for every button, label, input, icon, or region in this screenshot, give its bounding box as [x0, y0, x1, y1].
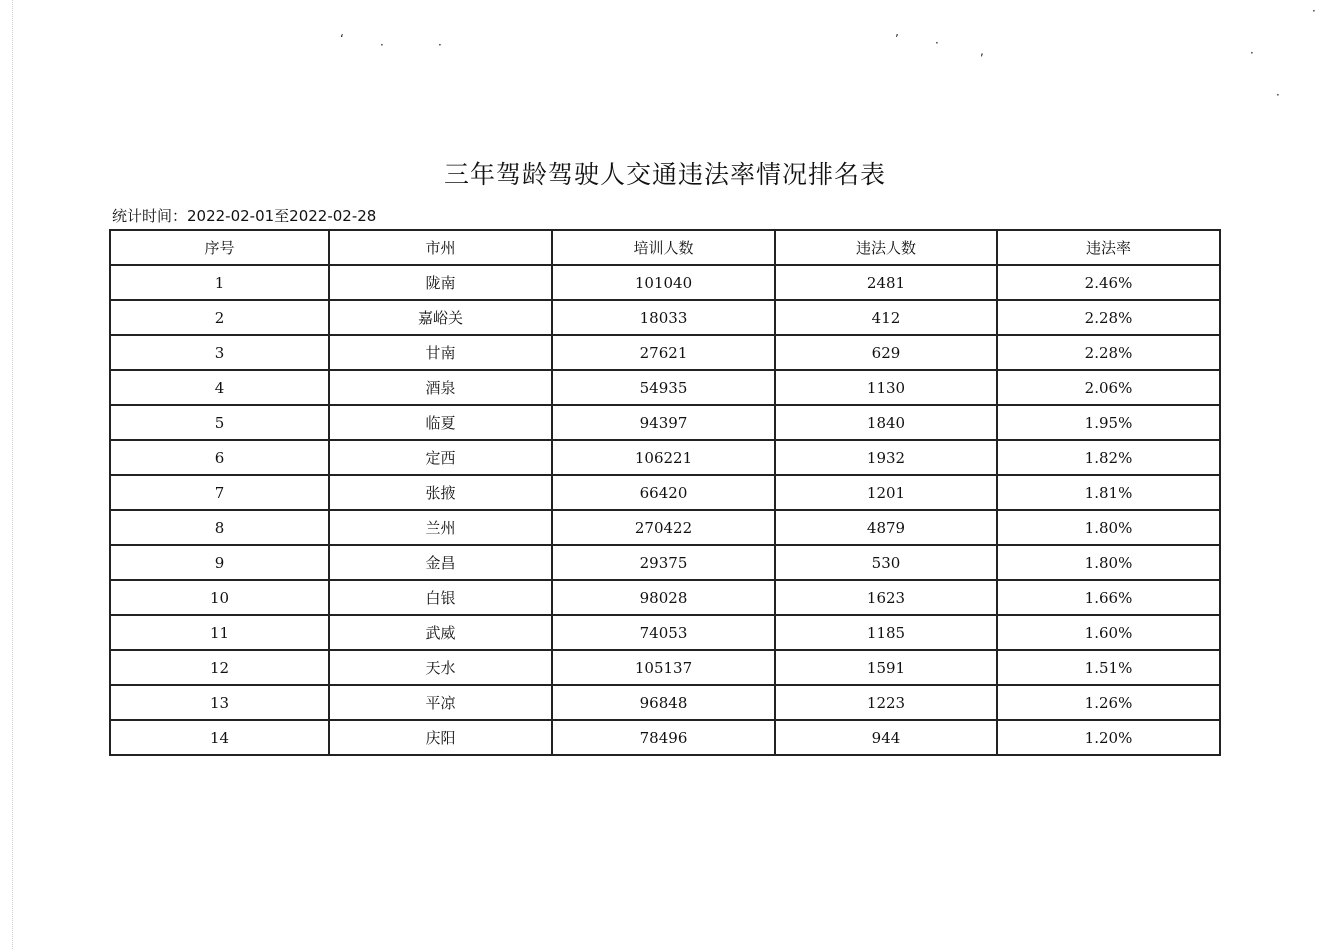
violation-rate-ranking-table [109, 229, 1221, 756]
cell-violators: 412 [775, 300, 997, 335]
cell-trained: 29375 [552, 545, 775, 580]
cell-violators: 629 [775, 335, 997, 370]
cell-rank: 6 [110, 440, 329, 475]
cell-rank: 2 [110, 300, 329, 335]
cell-city: 陇南 [329, 265, 552, 300]
cell-trained: 78496 [552, 720, 775, 755]
table-row [110, 615, 1220, 650]
cell-rank: 7 [110, 475, 329, 510]
cell-trained: 105137 [552, 650, 775, 685]
cell-rank: 4 [110, 370, 329, 405]
table-row [110, 510, 1220, 545]
table-row [110, 650, 1220, 685]
cell-city: 平凉 [329, 685, 552, 720]
cell-city: 临夏 [329, 405, 552, 440]
table-row [110, 370, 1220, 405]
scan-speck: , [980, 44, 984, 58]
cell-rank: 13 [110, 685, 329, 720]
cell-violators: 1201 [775, 475, 997, 510]
cell-trained: 66420 [552, 475, 775, 510]
cell-trained: 98028 [552, 580, 775, 615]
cell-city: 武威 [329, 615, 552, 650]
scan-speck: · [380, 38, 384, 52]
cell-trained: 101040 [552, 265, 775, 300]
cell-trained: 54935 [552, 370, 775, 405]
header-violators: 违法人数 [775, 230, 997, 265]
cell-city: 嘉峪关 [329, 300, 552, 335]
cell-violators: 2481 [775, 265, 997, 300]
cell-city: 白银 [329, 580, 552, 615]
cell-rank: 12 [110, 650, 329, 685]
cell-violators: 1591 [775, 650, 997, 685]
table-row [110, 300, 1220, 335]
cell-rank: 5 [110, 405, 329, 440]
cell-violators: 1840 [775, 405, 997, 440]
scan-speck: · [1312, 4, 1316, 18]
header-rank: 序号 [110, 230, 329, 265]
cell-violators: 1932 [775, 440, 997, 475]
scan-speck: · [1250, 46, 1254, 60]
header-city: 市州 [329, 230, 552, 265]
cell-rate: 2.28% [997, 300, 1220, 335]
cell-violators: 530 [775, 545, 997, 580]
header-trained: 培训人数 [552, 230, 775, 265]
table-row [110, 580, 1220, 615]
cell-rank: 1 [110, 265, 329, 300]
scan-speck: · [438, 38, 442, 52]
table-row [110, 685, 1220, 720]
cell-rate: 1.80% [997, 510, 1220, 545]
document-title: 三年驾龄驾驶人交通违法率情况排名表 [443, 159, 886, 189]
cell-trained: 270422 [552, 510, 775, 545]
cell-city: 定西 [329, 440, 552, 475]
cell-trained: 74053 [552, 615, 775, 650]
cell-rate: 2.28% [997, 335, 1220, 370]
scan-speck: ʼ [895, 32, 899, 46]
table-row [110, 475, 1220, 510]
cell-rate: 1.66% [997, 580, 1220, 615]
cell-rank: 8 [110, 510, 329, 545]
cell-trained: 106221 [552, 440, 775, 475]
cell-trained: 27621 [552, 335, 775, 370]
cell-rank: 11 [110, 615, 329, 650]
cell-rate: 1.95% [997, 405, 1220, 440]
cell-violators: 1223 [775, 685, 997, 720]
cell-rate: 1.81% [997, 475, 1220, 510]
cell-rank: 14 [110, 720, 329, 755]
cell-rate: 2.46% [997, 265, 1220, 300]
cell-city: 兰州 [329, 510, 552, 545]
scan-edge-mark [12, 0, 13, 949]
table-row [110, 720, 1220, 755]
table-row [110, 405, 1220, 440]
cell-city: 甘南 [329, 335, 552, 370]
cell-violators: 1623 [775, 580, 997, 615]
cell-rank: 3 [110, 335, 329, 370]
scan-speck: ʻ [340, 32, 344, 46]
cell-trained: 94397 [552, 405, 775, 440]
cell-violators: 1130 [775, 370, 997, 405]
table-row [110, 265, 1220, 300]
cell-city: 张掖 [329, 475, 552, 510]
table-row [110, 545, 1220, 580]
cell-rank: 10 [110, 580, 329, 615]
cell-city: 庆阳 [329, 720, 552, 755]
cell-rate: 1.51% [997, 650, 1220, 685]
cell-rate: 1.20% [997, 720, 1220, 755]
cell-violators: 1185 [775, 615, 997, 650]
cell-rank: 9 [110, 545, 329, 580]
scan-speck: · [1276, 88, 1280, 102]
cell-violators: 4879 [775, 510, 997, 545]
scan-speck: · [935, 36, 939, 50]
cell-rate: 1.60% [997, 615, 1220, 650]
cell-trained: 18033 [552, 300, 775, 335]
table-row [110, 440, 1220, 475]
cell-city: 天水 [329, 650, 552, 685]
cell-trained: 96848 [552, 685, 775, 720]
cell-rate: 2.06% [997, 370, 1220, 405]
cell-city: 金昌 [329, 545, 552, 580]
cell-rate: 1.26% [997, 685, 1220, 720]
header-rate: 违法率 [997, 230, 1220, 265]
table-header-row [110, 230, 1220, 265]
cell-city: 酒泉 [329, 370, 552, 405]
cell-violators: 944 [775, 720, 997, 755]
cell-rate: 1.82% [997, 440, 1220, 475]
table-row [110, 335, 1220, 370]
stat-period: 统计时间：2022-02-01至2022-02-28 [112, 207, 377, 225]
cell-rate: 1.80% [997, 545, 1220, 580]
